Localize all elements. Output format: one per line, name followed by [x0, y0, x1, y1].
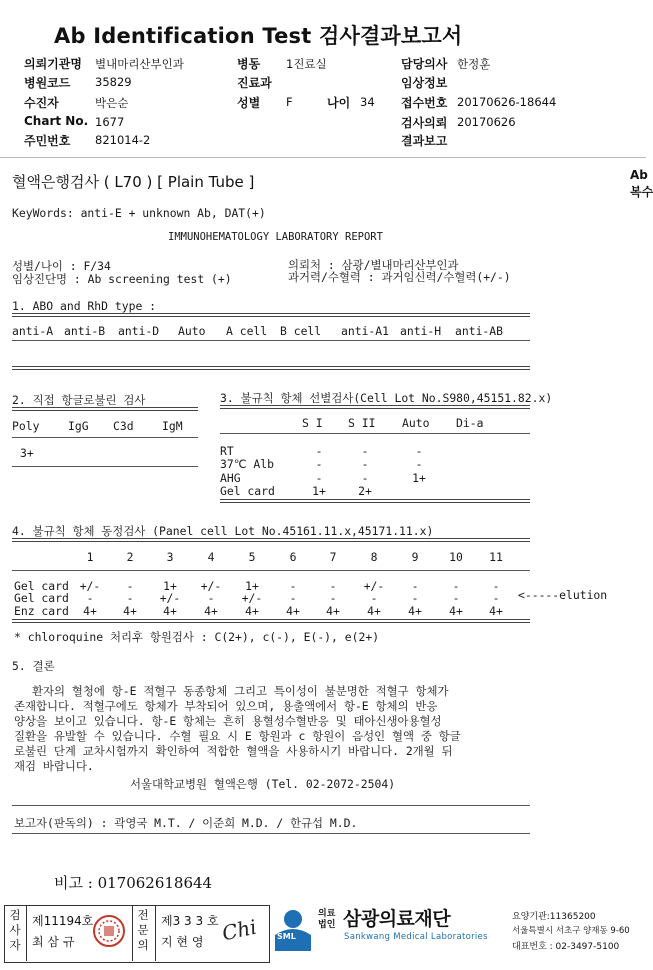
keywords: KeyWords: anti-E + unknown Ab, DAT(+) [12, 206, 266, 220]
panel-reaction: 4+ [245, 604, 259, 618]
panel-reaction: 1+ [163, 579, 177, 593]
conclusion-line: 환자의 혈청에 항-E 적혈구 동종항체 그리고 특이성이 불분명한 적혈구 항체가 [32, 684, 449, 698]
report-heading: IMMUNOHEMATOLOGY LABORATORY REPORT [168, 231, 383, 243]
screen-column: S II [348, 416, 376, 430]
panel-reaction: +/- [79, 579, 101, 593]
screen-cell: 1+ [412, 471, 426, 485]
signature: Chi [219, 914, 259, 946]
header-value: 821014-2 [95, 133, 151, 147]
header-label: 주민번호 [24, 134, 71, 148]
panel-title: 4. 불규칙 항체 동정검사 (Panel cell Lot No.45161.11.x,45171.11.x) [12, 524, 434, 538]
conclusion-title: 5. 결론 [12, 659, 55, 673]
org-address: 서울특별시 서초구 양재동 9-60 [512, 926, 630, 936]
sml-logo-icon [272, 905, 314, 953]
panel-cell-number: 2 [126, 550, 134, 564]
specialist-label: 전문의 [137, 908, 149, 952]
panel-cell-number: 4 [207, 550, 215, 564]
rule [12, 805, 530, 806]
rule [12, 466, 198, 467]
abo-column: anti-A [12, 324, 54, 338]
header-value: F [286, 95, 293, 109]
panel-reaction: - [86, 591, 94, 605]
patient-requester: 의뢰처 : 삼광/별내마리산부인과 [288, 258, 459, 272]
double-rule [220, 405, 530, 409]
panel-cell-number: 5 [248, 550, 256, 564]
header-value: 35829 [95, 75, 132, 89]
screen-row-label: RT [220, 444, 234, 458]
age-value: 34 [360, 95, 375, 109]
panel-row-label: Enz card [14, 604, 69, 618]
header-value: 박은순 [95, 96, 129, 110]
panel-reaction: +/- [200, 579, 222, 593]
panel-reaction: - [411, 591, 419, 605]
header-label: 담당의사 [401, 57, 448, 71]
side-cut-text: Ab [630, 168, 648, 182]
screen-cell: - [361, 457, 369, 471]
panel-reaction: 4+ [204, 604, 218, 618]
panel-reaction: 4+ [449, 604, 463, 618]
reporter-line: 보고자(판독의) : 곽영국 M.T. / 이준희 M.D. / 한규섭 M.D. [14, 816, 358, 830]
panel-reaction: 4+ [408, 604, 422, 618]
rule [12, 340, 530, 341]
panel-reaction: - [126, 579, 134, 593]
panel-reaction: - [411, 579, 419, 593]
chloroquine-note: * chloroquine 처리후 항원검사 : C(2+), c(-), E(-), e(2+) [14, 630, 380, 644]
panel-row-label: Gel card [14, 579, 69, 593]
org-name-en: Sankwang Medical Laboratories [344, 932, 488, 942]
abo-column: anti-B [64, 324, 106, 338]
screen-row-label: 37℃ Alb [220, 457, 274, 471]
panel-reaction: - [492, 591, 500, 605]
specialist-number: 제3 3 3 호 [161, 914, 219, 928]
dat-title: 2. 직접 항글로불린 검사 [12, 393, 146, 407]
panel-reaction: 4+ [123, 604, 137, 618]
header-value: 20170626-18644 [457, 95, 557, 109]
rule [12, 570, 530, 571]
header-label: 병원코드 [24, 76, 71, 90]
panel-cell-number: 11 [489, 550, 503, 564]
inspector-label: 검사자 [9, 908, 21, 952]
abo-title: 1. ABO and RhD type : [12, 299, 157, 313]
panel-reaction: 4+ [326, 604, 340, 618]
panel-cell-number: 1 [86, 550, 94, 564]
header-label: 임상정보 [401, 76, 448, 90]
panel-row-label: Gel card [14, 591, 69, 605]
header-label: 병동 [237, 57, 261, 71]
patient-history: 과거력/수혈력 : 과거임신력/수혈력(+/-) [288, 270, 511, 284]
abo-column: anti-A1 [341, 324, 390, 338]
abo-column: anti-AB [455, 324, 504, 338]
panel-reaction: - [452, 591, 460, 605]
screen-cell: - [361, 444, 369, 458]
screen-cell: 1+ [312, 484, 326, 498]
header-label: 의뢰기관명 [24, 57, 82, 71]
dat-column: IgM [162, 419, 183, 433]
header-label: 진료과 [237, 76, 272, 90]
rule [12, 437, 198, 438]
panel-reaction: 4+ [163, 604, 177, 618]
report-title: Ab Identification Test 검사결과보고서 [54, 24, 463, 48]
header-label: 접수번호 [401, 96, 448, 110]
abo-column: Auto [178, 324, 206, 338]
panel-cell-number: 3 [166, 550, 174, 564]
blood-bank-contact: 서울대학교병원 혈액은행 (Tel. 02-2072-2504) [130, 777, 396, 791]
seal-icon [92, 914, 126, 948]
panel-reaction: - [207, 591, 215, 605]
conclusion-line: 로불린 단계 교차시험까지 확인하여 적합한 혈액을 사용하시기 바랍니다. 2개월 뒤 [14, 744, 453, 758]
panel-cell-number: 9 [411, 550, 419, 564]
header-value: 한정훈 [457, 57, 491, 71]
conclusion-line: 존재합니다. 적혈구에도 항체가 부착되어 있으며, 용출액에서 항-E 항체의 반응 [14, 699, 438, 713]
panel-cell-number: 8 [370, 550, 378, 564]
header-divider [0, 157, 646, 158]
panel-reaction: 4+ [83, 604, 97, 618]
panel-reaction: 4+ [367, 604, 381, 618]
logo-badge: SML [277, 932, 296, 941]
panel-reaction: - [329, 579, 337, 593]
header-value: 1677 [95, 115, 125, 129]
panel-reaction: 1+ [245, 579, 259, 593]
double-rule [220, 499, 530, 503]
panel-reaction: - [492, 579, 500, 593]
double-rule [12, 619, 530, 623]
dat-column: IgG [68, 419, 89, 433]
screen-row-label: Gel card [220, 484, 275, 498]
header-label: 성별 [237, 96, 261, 110]
header-value: 별내마리산부인과 [95, 57, 184, 71]
panel-reaction: 4+ [489, 604, 503, 618]
screen-cell: - [361, 471, 369, 485]
header-label: 결과보고 [401, 134, 448, 148]
panel-reaction: 4+ [286, 604, 300, 618]
screen-column: Di-a [456, 416, 484, 430]
screen-cell: - [415, 457, 423, 471]
conclusion-line: 재검 바랍니다. [14, 759, 94, 773]
screen-cell: 2+ [358, 484, 372, 498]
dat-column: Poly [12, 419, 40, 433]
rule [220, 433, 530, 434]
panel-reaction: - [126, 591, 134, 605]
double-rule [12, 366, 530, 370]
abo-column: anti-D [118, 324, 160, 338]
header-value: 20170626 [457, 115, 516, 129]
double-rule [12, 407, 198, 411]
org-phone: 대표번호 : 02-3497-5100 [512, 942, 620, 952]
panel-reaction: +/- [363, 579, 385, 593]
screen-cell: - [315, 457, 323, 471]
elution-annotation: <-----elution [518, 588, 608, 602]
screen-column: S I [302, 416, 323, 430]
panel-reaction: +/- [159, 591, 181, 605]
screen-cell: - [315, 444, 323, 458]
screen-cell: - [415, 444, 423, 458]
panel-reaction: - [329, 591, 337, 605]
section-title: 혈액은행검사 ( L70 ) [ Plain Tube ] [12, 173, 255, 191]
patient-sex-age: 성별/나이 : F/34 [12, 259, 111, 273]
org-name: 삼광의료재단 [343, 908, 451, 930]
panel-cell-number: 6 [289, 550, 297, 564]
side-cut-text: 복수 [630, 185, 653, 199]
double-rule [12, 313, 530, 317]
org-type: 의료법인 [318, 909, 336, 930]
inspector-number: 제11194호 [32, 914, 94, 928]
panel-cell-number: 7 [329, 550, 337, 564]
header-value: 1진료실 [286, 57, 327, 71]
double-rule [12, 538, 530, 542]
header-label: 수진자 [24, 96, 59, 110]
panel-reaction: - [289, 579, 297, 593]
dat-result: 3+ [20, 446, 34, 460]
screen-row-label: AHG [220, 471, 241, 485]
panel-reaction: - [370, 591, 378, 605]
screen-column: Auto [402, 416, 430, 430]
patient-diagnosis: 임상진단명 : Ab screening test (+) [12, 272, 232, 286]
abo-column: anti-H [400, 324, 442, 338]
screen-cell: - [315, 471, 323, 485]
dat-column: C3d [113, 419, 134, 433]
header-label: Chart No. [24, 114, 89, 128]
screen-title: 3. 불규칙 항체 선별검사(Cell Lot No.S980,45151.82.x) [220, 391, 553, 405]
header-label: 검사의뢰 [401, 116, 448, 130]
panel-reaction: - [289, 591, 297, 605]
rule [12, 833, 530, 834]
institution-code: 요양기관:11365200 [512, 912, 596, 922]
abo-column: B cell [280, 324, 322, 338]
conclusion-line: 양상을 보이고 있습니다. 항-E 항체는 흔히 용혈성수혈반응 및 태아신생아용혈성 [14, 714, 442, 728]
panel-reaction: +/- [241, 591, 263, 605]
panel-cell-number: 10 [449, 550, 463, 564]
remark: 비고 : 017062618644 [54, 874, 213, 892]
abo-column: A cell [226, 324, 268, 338]
age-label: 나이 [327, 96, 351, 110]
inspector-name: 최 삼 규 [32, 935, 75, 949]
specialist-name: 지 현 영 [161, 935, 204, 949]
panel-reaction: - [452, 579, 460, 593]
conclusion-line: 질환을 유발할 수 있습니다. 수혈 필요 시 E 항원과 c 항원이 음성인 혈액 중 항글 [14, 729, 461, 743]
